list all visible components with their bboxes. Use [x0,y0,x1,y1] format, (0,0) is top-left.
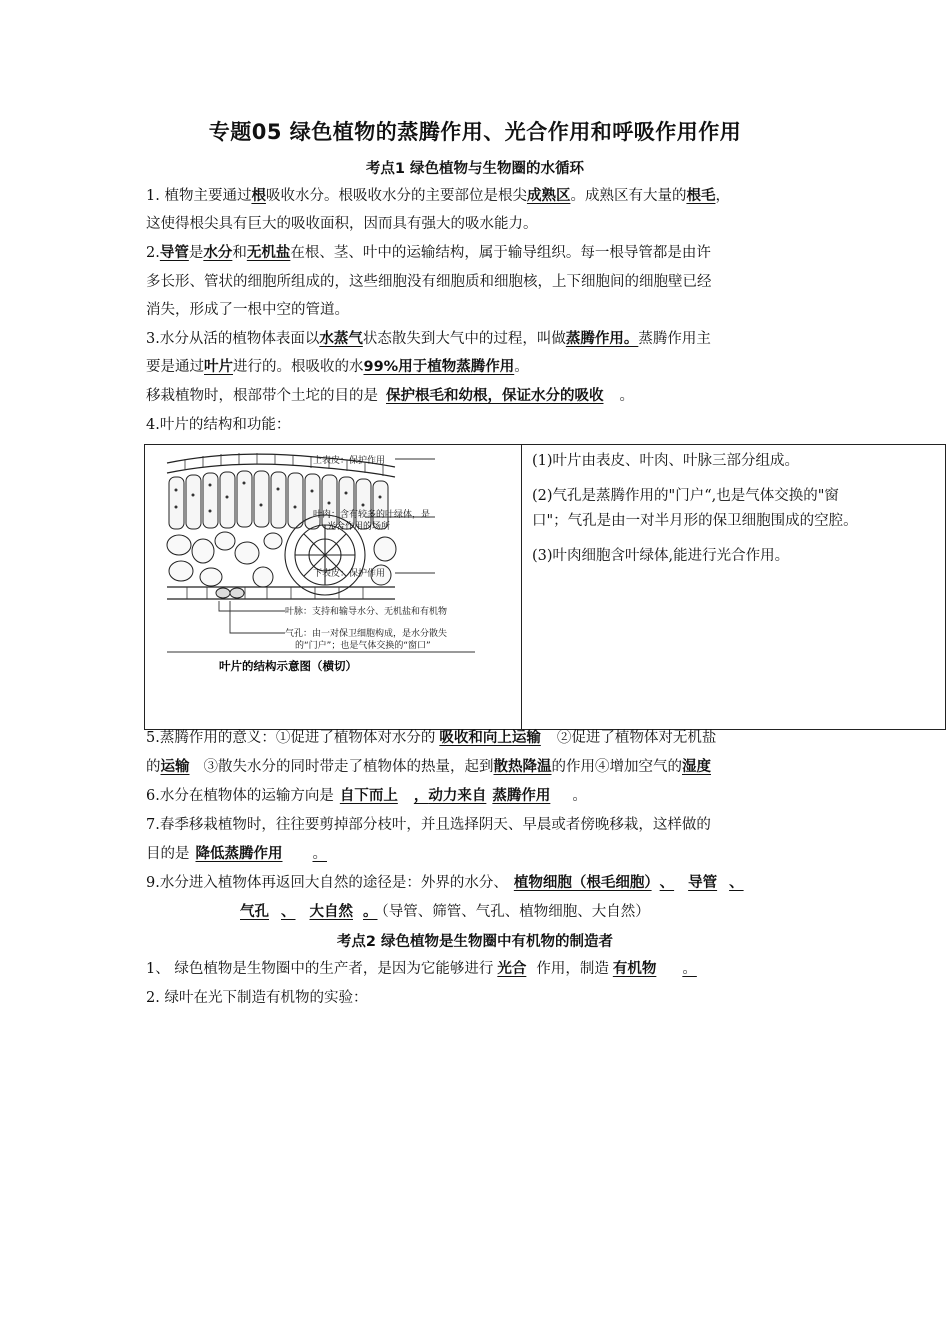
paragraph-2-line-2: 多长形、管状的细胞所组成的，这些细胞没有细胞质和细胞核，上下细胞间的细胞壁已经 [146,274,712,290]
answer-99-percent: 99%用于植物蒸腾作用 [363,359,515,375]
paragraph-5-line-1: 5.蒸腾作用的意义：①促进了植物体对水分的 吸收和向上运输 ②促进了植物体对无机盐 [146,730,717,746]
paragraph-5-line-2: 的运输 ③散失水分的同时带走了植物体的热量，起到散热降温的作用④增加空气的湿度 [146,759,711,775]
label-mesophyll-line-2: 光合作用的场所 [327,522,391,532]
leaf-note-2a: (2)气孔是蒸腾作用的"门户“,也是气体交换的"窗 [532,488,839,504]
label-stoma-line-1: 气孔：由一对保卫细胞构成，是水分散失 [285,629,448,639]
label-vein: 叶脉：支持和输导水分、无机盐和有机物 [285,607,448,617]
answer-root: 根 [251,188,266,204]
leaf-cross-section-diagram [145,445,521,725]
answer-inorganic-salt: 无机盐 [246,245,291,261]
question-2: 2. 绿叶在光下制造有机物的实验： [146,990,368,1006]
paragraph-1-line-2: 这使得根尖具有巨大的吸收面积，因而具有强大的吸水能力。 [146,216,538,232]
paragraph-3-line-2: 要是通过叶片进行的。根吸收的水99%用于植物蒸腾作用。 [146,359,529,375]
answer-humidity: 湿度 [682,759,711,775]
answer-vessel-path: 导管 [688,875,718,891]
paragraph-1-line-1: 1. 植物主要通过根吸收水分。根吸收水分的主要部位是根尖成熟区。成熟区有大量的根毛， [146,188,730,204]
paragraph-7-line-2: 目的是 降低蒸腾作用 。 [146,846,327,862]
label-mesophyll-line-1: 叶肉：含有较多的叶绿体，是 [313,510,431,520]
section-heading-1: 考点1 绿色植物与生物圈的水循环 [365,161,585,177]
paragraph-6: 6.水分在植物体的运输方向是 自下而上 ，动力来自 蒸腾作用 。 [146,788,587,804]
answer-stoma: 气孔 [240,904,269,920]
document-title: 专题05 绿色植物的蒸腾作用、光合作用和呼吸作用作用 [208,120,742,144]
answer-water-vapor: 水蒸气 [319,331,363,347]
paragraph-3-line-3: 移栽植物时，根部带个土坨的目的是 保护根毛和幼根，保证水分的吸收 。 [146,388,634,404]
leaf-note-1: (1)叶片由表皮、叶肉、叶脉三部分组成。 [532,453,800,469]
answer-plant-cell: 植物细胞（根毛细胞） [513,875,652,891]
answer-leaf: 叶片 [204,359,233,375]
paragraph-7-line-1: 7.春季移栽植物时，往往要剪掉部分枝叶，并且选择阴天、早晨或者傍晚移栽，这样做的 [146,817,711,833]
answer-transpiration: 蒸腾作用。 [565,331,639,347]
answer-absorb-transport: 吸收和向上运输 [439,730,541,746]
answer-root-hair: 根毛 [686,188,716,204]
answer-power-from: 动力来自 [428,788,487,804]
question-1: 1、 绿色植物是生物圈中的生产者，是因为它能够进行 光合 作用，制造 有机物 。 [146,961,697,977]
answer-organic-matter: 有机物 [612,961,657,977]
answer-transport: 运输 [160,759,190,775]
answer-cooling: 散热降温 [493,759,552,775]
answer-mature-zone: 成熟区 [526,188,571,204]
label-stoma-line-2: 的“门户”；也是气体交换的“窗口” [295,641,431,651]
answer-reduce-transpiration: 降低蒸腾作用 [195,846,283,862]
section-heading-2: 考点2 绿色植物是生物圈中有机物的制造者 [336,934,614,950]
answer-photosynthesis: 光合 [497,961,527,977]
paragraph-2-line-3: 消失，形成了一根中空的管道。 [146,302,349,318]
answer-protect-root-hair: 保护根毛和幼根，保证水分的吸收 [386,388,604,404]
answer-bottom-up: 自下而上 [339,788,398,804]
paragraph-9-line-2: 气孔 、 大自然 。 （导管、筛管、气孔、植物细胞、大自然） [240,904,650,920]
leaf-note-2b: 口"；气孔是由一对半月形的保卫细胞围成的空腔。 [532,513,858,529]
leaf-diagram-cell [145,445,522,730]
answer-nature: 大自然 [309,904,353,920]
paragraph-4-heading: 4.叶片的结构和功能： [146,417,291,433]
figure-caption: 叶片的结构示意图（横切） [219,659,357,673]
paragraph-3-line-1: 3.水分从活的植物体表面以水蒸气状态散失到大气中的过程，叫做蒸腾作用。蒸腾作用主 [146,331,711,347]
label-upper-epidermis: 上表皮：保护作用 [313,456,386,466]
leaf-structure-table [144,444,946,730]
paragraph-9-line-1: 9.水分进入植物体再返回大自然的途径是：外界的水分、 植物细胞（根毛细胞） 、 导管 、 [146,875,744,891]
answer-vessel: 导管 [159,245,189,261]
label-lower-epidermis: 下表皮：保护作用 [313,569,386,579]
answer-water: 水分 [203,245,233,261]
leaf-note-3: (3)叶肉细胞含叶绿体,能进行光合作用。 [532,548,790,564]
leaf-notes-cell [522,445,946,730]
answer-transpiration-force: 蒸腾作用 [492,788,551,804]
paragraph-2-line-1: 2.导管是水分和无机盐在根、茎、叶中的运输结构，属于输导组织。每一根导管都是由许 [146,245,711,261]
